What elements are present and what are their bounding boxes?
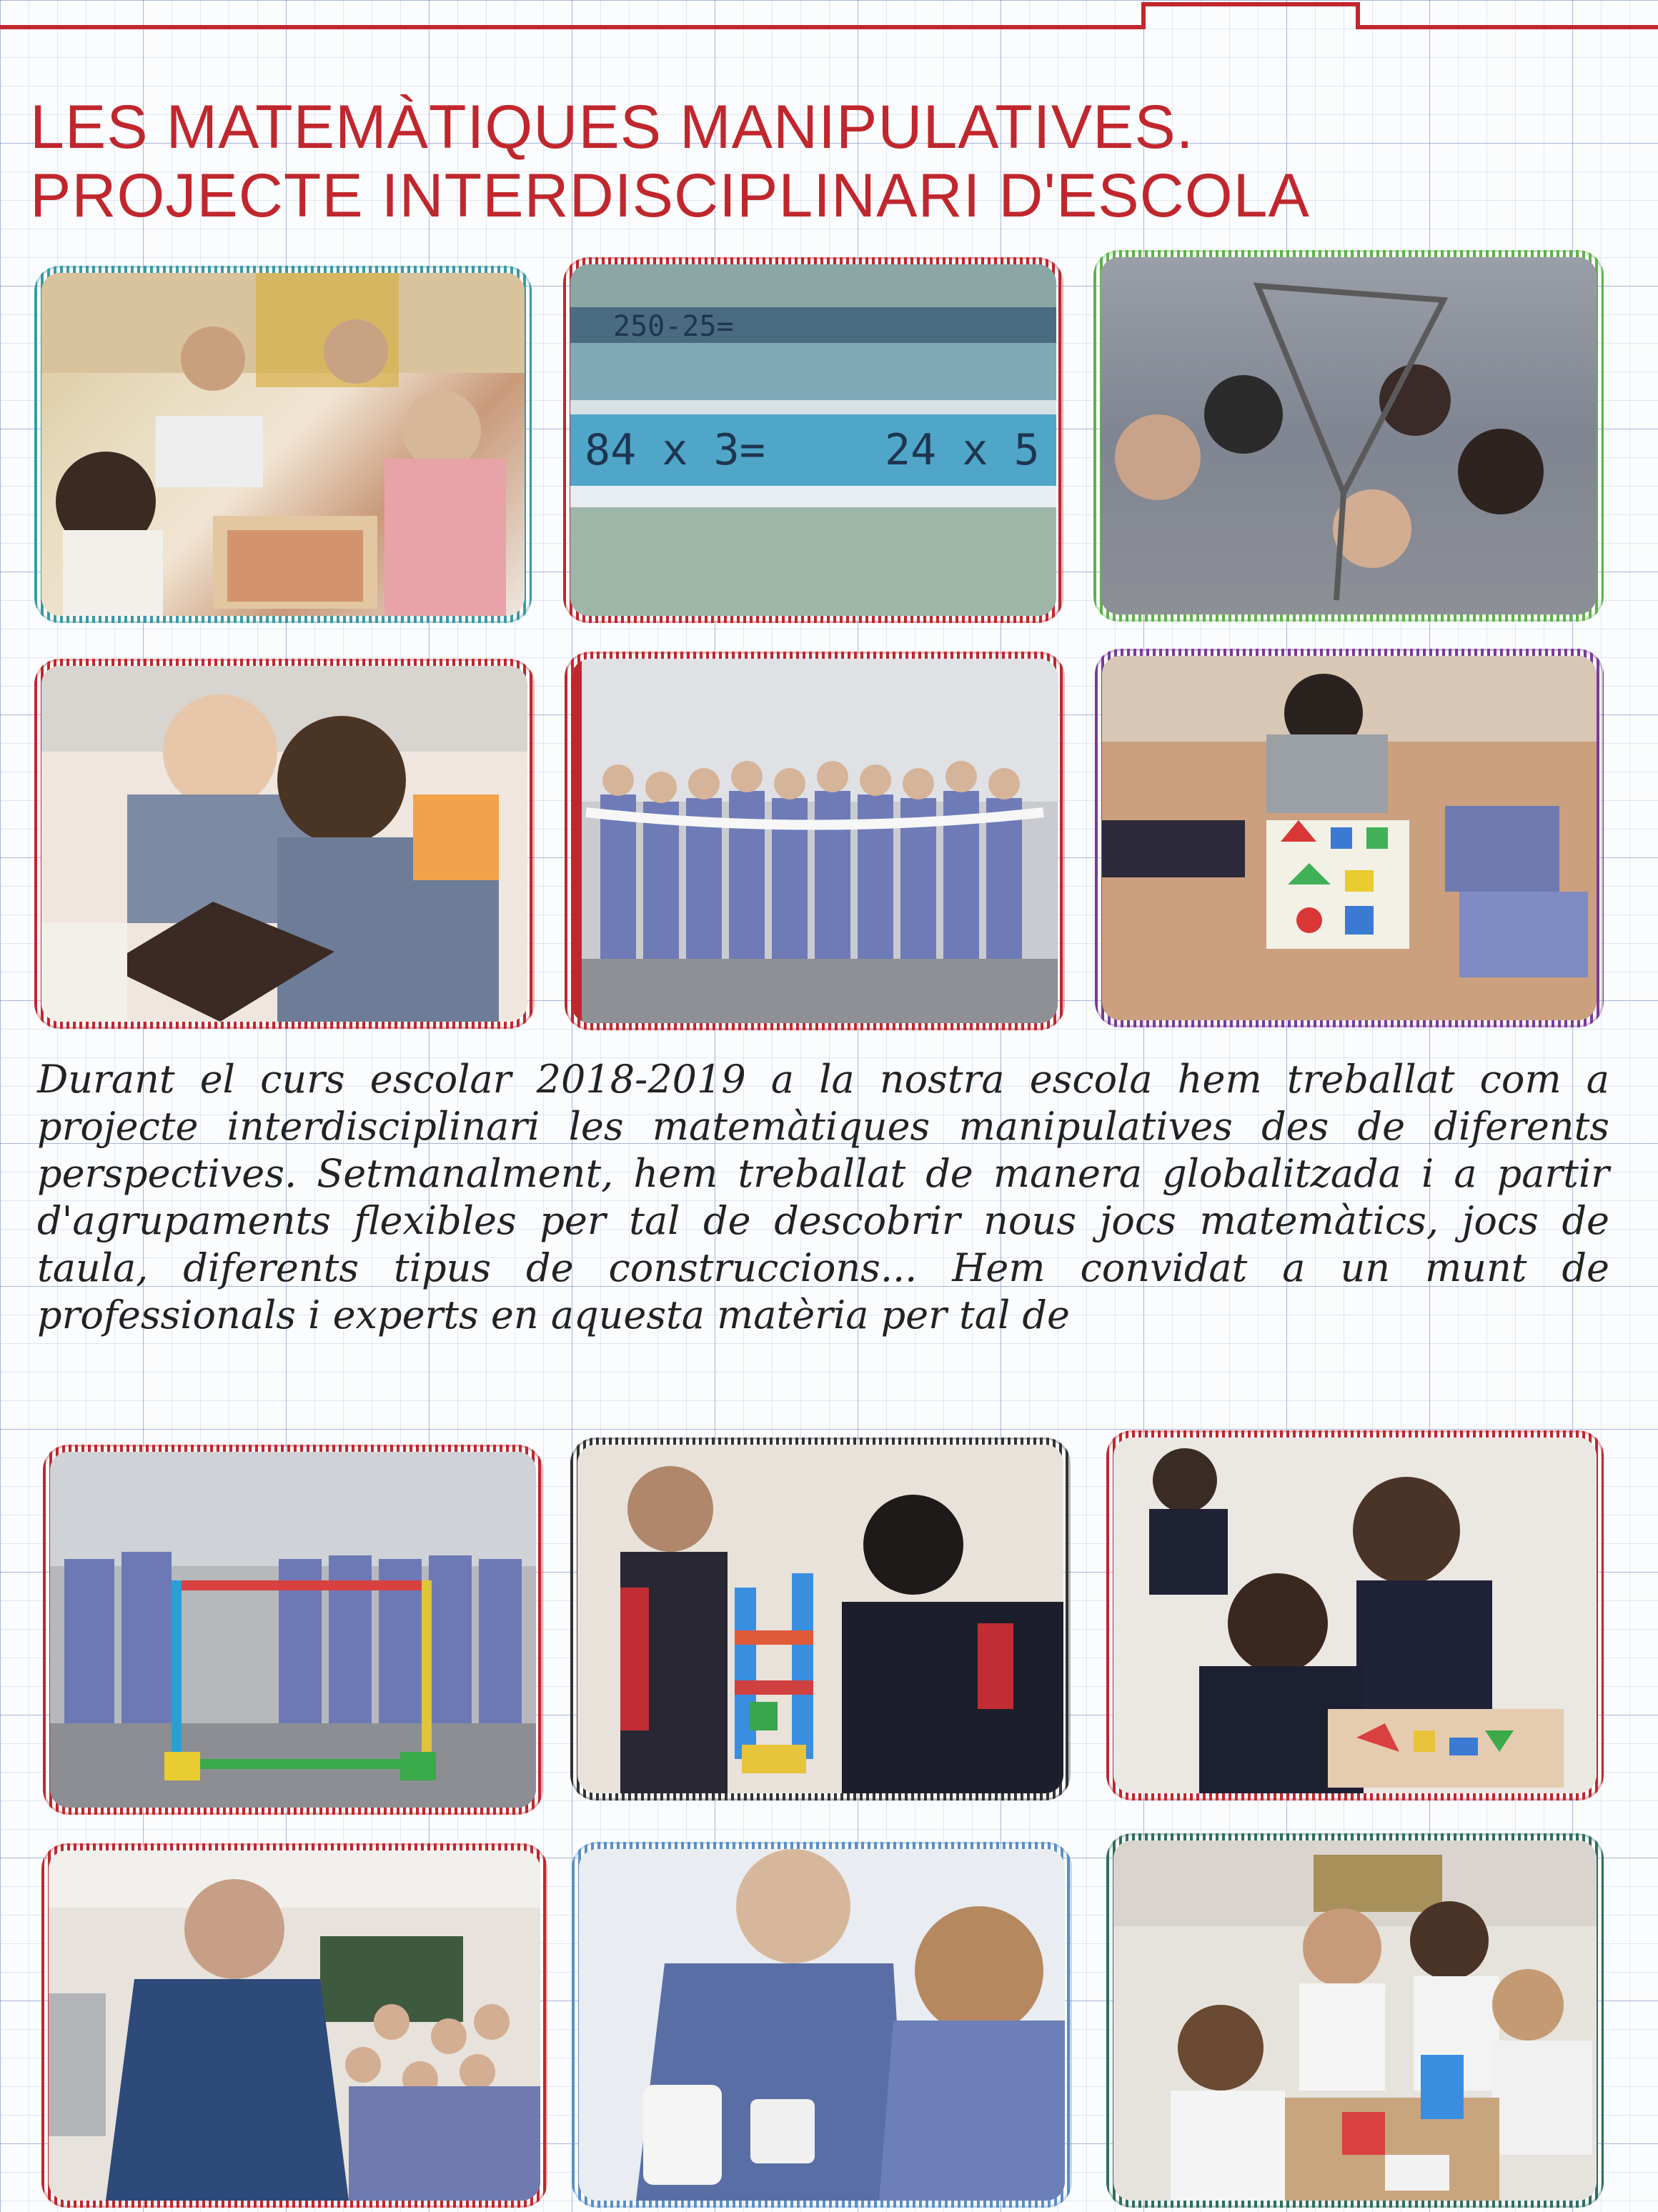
svg-text:250-25=: 250-25= <box>613 310 734 343</box>
photo-cube-building <box>1106 1833 1604 2208</box>
page-title <box>30 93 1459 230</box>
photo-pipe-construction <box>43 1445 543 1815</box>
top-decorative-line <box>0 0 1658 43</box>
photo-shapes-on-floor <box>1095 649 1604 1027</box>
photo-paper-chain-football-goal <box>565 652 1065 1030</box>
body-paragraph: Durant el curs escolar 2018-2019 a la nostra escola hem treballat com a projecte interdisciplinari les matemàtiques manipulatives des de diferents perspectives. Setmanalment, hem treballat de manera globalitzada i a partir d'agrupaments flexibles per tal de descobrir nous jocs matemàtics, jocs de taula, diferents tipus de construccions... Hem convidat a un munt de professionals i experts en aquesta matèria per tal de <box>37 1057 1609 1337</box>
photo-math-stairs <box>563 257 1063 623</box>
photo-block-tower <box>570 1438 1071 1800</box>
svg-text:84 x 3=: 84 x 3= <box>585 425 765 475</box>
svg-text:24 x 5: 24 x 5 <box>885 425 1040 475</box>
photo-children-sorting-pasta <box>34 266 532 623</box>
title-line-1: LES MATEMÀTIQUES MANIPULATIVES. <box>30 93 1194 161</box>
photo-pattern-blocks <box>1106 1430 1604 1800</box>
title-line-2: PROJECTE INTERDISCIPLINARI D'ESCOLA <box>30 161 1310 230</box>
photo-water-measuring <box>572 1842 1072 2208</box>
photo-board-game <box>34 659 535 1029</box>
photo-teacher-visitor <box>41 1843 547 2208</box>
photo-geometric-wire-shape <box>1093 250 1604 622</box>
